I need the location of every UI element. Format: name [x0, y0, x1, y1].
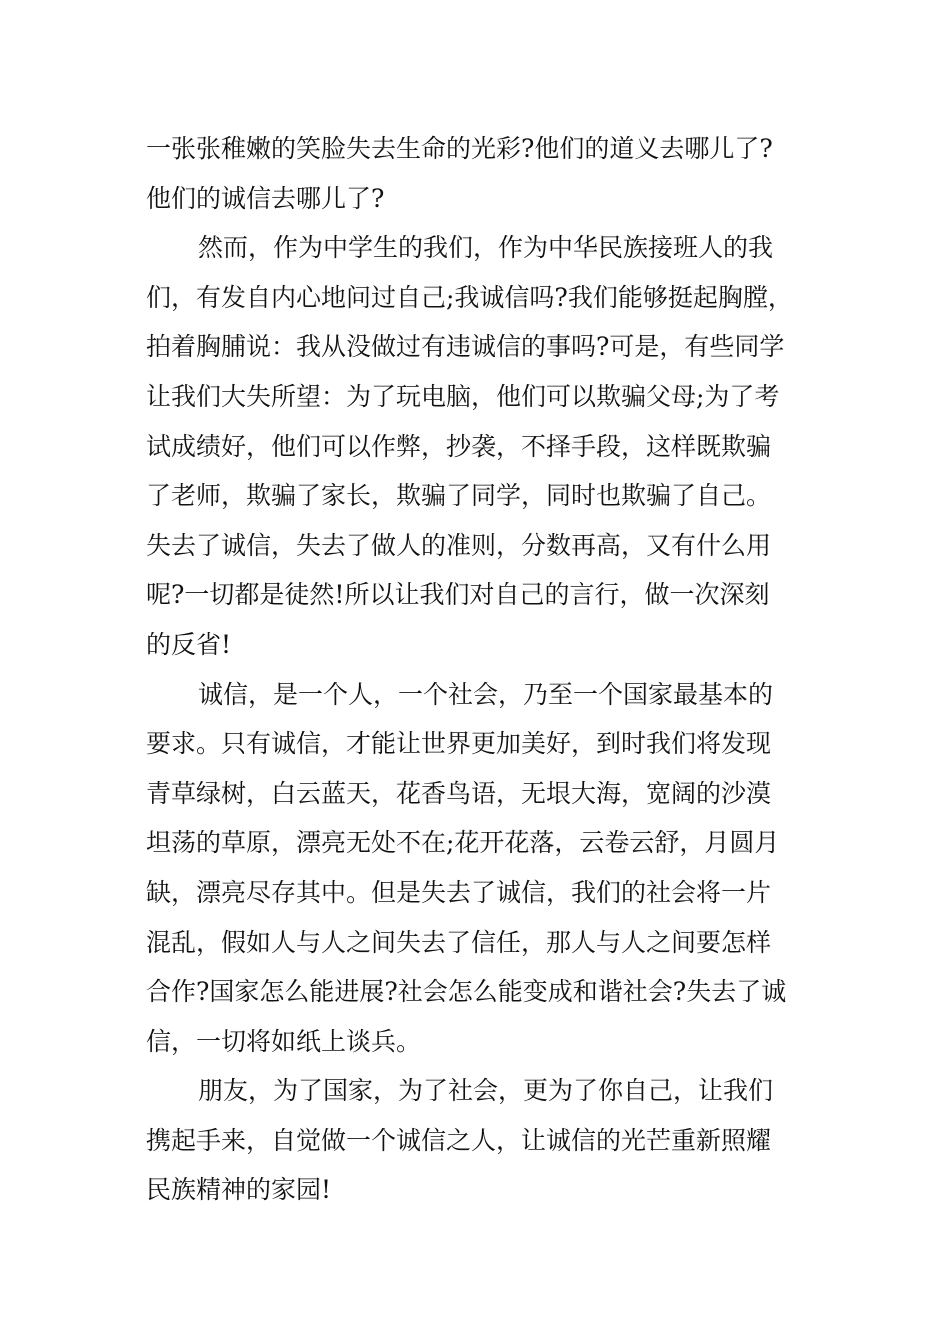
text-line: 青草绿树，白云蓝天，花香鸟语，无垠大海，宽阔的沙漠 [146, 778, 772, 808]
text-line: 了老师，欺骗了家长，欺骗了同学，同时也欺骗了自己。 [146, 481, 772, 511]
text-line: 混乱，假如人与人之间失去了信任，那人与人之间要怎样 [146, 927, 772, 957]
text-line-indented: 诚信，是一个人，一个社会，乃至一个国家最基本的 [198, 679, 774, 709]
text-line: 失去了诚信，失去了做人的准则，分数再高，又有什么用 [146, 530, 772, 560]
text-line: 坦荡的草原，漂亮无处不在;花开花落，云卷云舒，月圆月 [146, 828, 780, 858]
text-line-indented: 朋友，为了国家，为了社会，更为了你自己，让我们 [198, 1076, 774, 1106]
text-line: 他们的诚信去哪儿了? [146, 183, 385, 213]
text-line: 要求。只有诚信，才能让世界更加美好，到时我们将发现 [146, 729, 772, 759]
text-line: 民族精神的家园! [146, 1175, 332, 1205]
text-line: 试成绩好，他们可以作弊，抄袭，不择手段，这样既欺骗 [146, 431, 772, 461]
text-line: 携起手来，自觉做一个诚信之人，让诚信的光芒重新照耀 [146, 1125, 772, 1155]
text-line: 们，有发自内心地问过自己;我诚信吗?我们能够挺起胸膛， [146, 282, 793, 312]
text-line: 让我们大失所望：为了玩电脑，他们可以欺骗父母;为了考 [146, 381, 780, 411]
text-line: 拍着胸脯说：我从没做过有违诚信的事吗?可是，有些同学 [146, 332, 785, 362]
text-line-indented: 然而，作为中学生的我们，作为中华民族接班人的我 [198, 233, 774, 263]
text-line: 呢?一切都是徒然!所以让我们对自己的言行，做一次深刻 [146, 580, 770, 610]
text-line: 信，一切将如纸上谈兵。 [146, 1026, 422, 1056]
text-line: 一张张稚嫩的笑脸失去生命的光彩?他们的道义去哪儿了? [146, 134, 773, 163]
text-line: 合作?国家怎么能进展?社会怎么能变成和谐社会?失去了诚 [146, 977, 787, 1007]
document-body [146, 124, 806, 1215]
text-line: 缺，漂亮尽存其中。但是失去了诚信，我们的社会将一片 [146, 877, 772, 907]
text-line: 的反省! [146, 629, 232, 659]
